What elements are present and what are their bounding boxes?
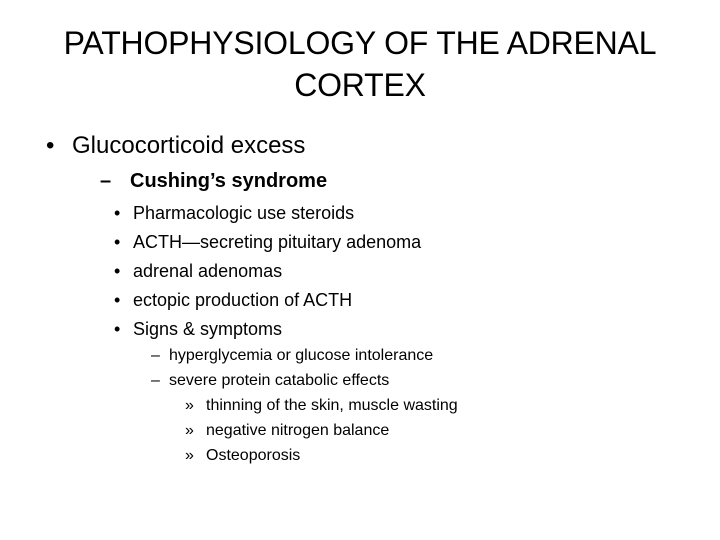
bullet-marker: • xyxy=(114,319,121,339)
bullet-text: Pharmacologic use steroids xyxy=(133,203,355,223)
bullet-text: ectopic production of ACTH xyxy=(133,290,353,310)
bullet-text: thinning of the skin, muscle wasting xyxy=(206,397,458,414)
bullet-text: severe protein catabolic effects xyxy=(169,372,390,389)
bullet-marker: • xyxy=(114,203,121,223)
dash-marker: – xyxy=(151,372,160,389)
bullet-text: Cushing’s syndrome xyxy=(130,170,328,192)
bullet-marker: • xyxy=(46,132,55,159)
title-line-1: PATHOPHYSIOLOGY OF THE ADRENAL xyxy=(63,25,657,61)
bullet-text: Glucocorticoid excess xyxy=(72,132,306,159)
bullet-text: Signs & symptoms xyxy=(133,319,283,339)
bullet-marker: • xyxy=(114,261,121,281)
chevron-marker: » xyxy=(185,447,194,464)
bullet-text: negative nitrogen balance xyxy=(206,422,390,439)
bullet-text: adrenal adenomas xyxy=(133,261,283,281)
bullet-text: hyperglycemia or glucose intolerance xyxy=(169,347,434,364)
chevron-marker: » xyxy=(185,422,194,439)
bullet-text: ACTH—secreting pituitary adenoma xyxy=(133,232,422,252)
chevron-marker: » xyxy=(185,397,194,414)
bullet-marker: • xyxy=(114,232,121,252)
dash-marker: – xyxy=(151,347,160,364)
dash-marker: – xyxy=(100,170,112,192)
bullet-marker: • xyxy=(114,290,121,310)
bullet-text: Osteoporosis xyxy=(206,447,301,464)
title-line-2: CORTEX xyxy=(294,67,426,103)
slide-title xyxy=(20,22,700,106)
